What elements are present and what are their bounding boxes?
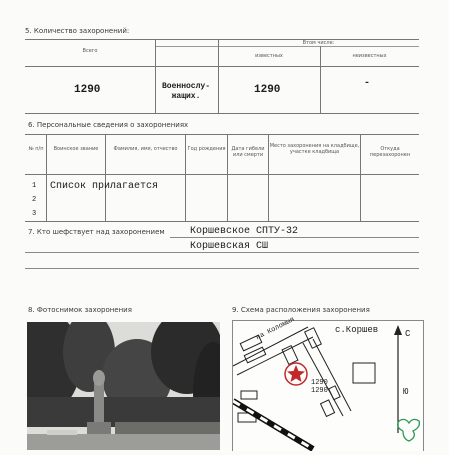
col-known-header: известных: [255, 53, 283, 59]
row-number-3: 3: [32, 210, 37, 218]
known-count: 1290: [254, 84, 281, 96]
col-unknown-header: неизвестных: [352, 53, 387, 59]
list-attached-note: Список прилагается: [50, 181, 159, 192]
burial-scheme: [232, 315, 424, 451]
section9-title: 9. Схема расположения захоронения: [232, 306, 370, 314]
header-number: № п/п: [28, 146, 44, 152]
burial-category: Военнослу- жащих.: [161, 82, 210, 101]
header-death-date: Дата гибели или смерти: [231, 146, 265, 158]
patron-line-3: [25, 268, 419, 269]
patron-1: Коршевское СПТУ-32: [190, 226, 299, 237]
header-reburied-from: Откуда перезахоронен: [369, 146, 411, 158]
patron-line: [170, 237, 419, 238]
village-label: с.Коршев: [335, 325, 379, 335]
section5-title: 5. Количество захоронений:: [25, 27, 130, 35]
memorial-photo-image: [27, 322, 220, 450]
patron-2: Коршевская СШ: [190, 241, 269, 252]
col-including-header: Втом числе:: [302, 40, 335, 46]
count-label-2: 1290: [311, 387, 328, 395]
tree-icon: [398, 419, 420, 441]
section6-title: 6. Персональные сведения о захоронениях: [28, 121, 189, 129]
section8-title: 8. Фотоснимок захоронения: [28, 306, 132, 314]
table5-subheader-line: [155, 46, 419, 47]
red-star-icon: [287, 365, 305, 382]
row-number-2: 2: [32, 196, 37, 204]
burial-photo: [27, 322, 220, 450]
north-arrow-icon: [394, 325, 402, 335]
total-count: 1290: [74, 84, 101, 96]
row-number-1: 1: [32, 182, 37, 190]
header-burial-place: Место захоронения на кладбище, участке кладбища: [269, 143, 360, 155]
header-name: Фамилия, имя, отчество: [113, 146, 178, 152]
table5-col-divider: [218, 39, 219, 113]
unknown-count: -: [364, 78, 371, 89]
table5-header-bottom: [25, 66, 419, 67]
header-rank: Воинское звание: [53, 146, 99, 152]
count-label-1: 1290: [311, 379, 328, 387]
col-total-header: Всего: [82, 48, 98, 54]
header-birth-year: Год рождения: [187, 146, 226, 152]
north-label: С: [405, 329, 411, 339]
table5-bottom-border: [25, 113, 419, 114]
patron-line-2: [25, 252, 419, 253]
south-label: Ю: [403, 387, 409, 397]
section7-title: 7. Кто шефствует над захоронением: [28, 228, 165, 236]
road-label: на Коломыя: [255, 315, 297, 343]
table6-bottom-border: [25, 221, 419, 222]
